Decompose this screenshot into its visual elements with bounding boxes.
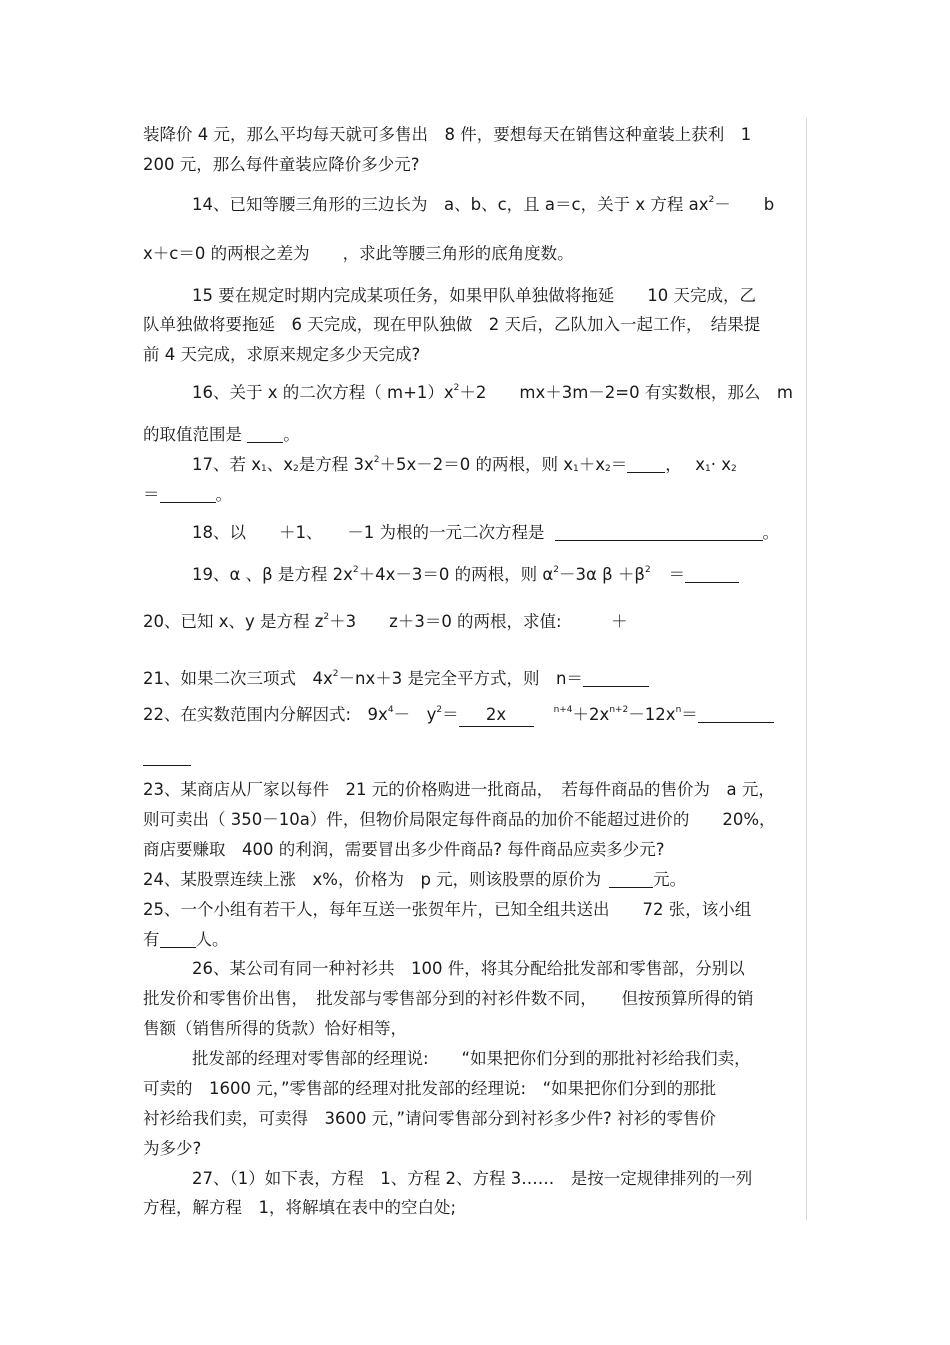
text: ＋3 z＋3＝0 的两根，求值: ＋ (329, 612, 628, 631)
superscript: 2 (332, 669, 339, 679)
problem-17-line (192, 454, 807, 476)
problem-23-line: 23、某商店从厂家以每件 21 元的价格购进一批商品， 若每件商品的售价为 a 元， (143, 780, 775, 799)
text: ＝ (668, 565, 686, 584)
answer-blank-continued (143, 765, 191, 766)
problem-16-line (192, 382, 807, 404)
superscript: 2 (644, 565, 651, 575)
text: －nx＋3 是完全平方式，则 n＝ (338, 669, 583, 688)
problem-24-line (143, 869, 807, 891)
text: － y (393, 705, 437, 724)
subscript: 1 (705, 464, 711, 474)
problem-20-line (143, 611, 807, 633)
text: － b (714, 195, 775, 214)
text: 19、α 、β 是方程 2x (192, 565, 353, 584)
superscript: 2 (373, 455, 380, 465)
text: 有 (143, 930, 160, 949)
text: 14、已知等腰三角形的三边长为 a、b、c，且 a＝c，关于 x 方程 ax (192, 195, 709, 214)
text-line: 前 4 天完成，求原来规定多少天完成? (143, 345, 421, 364)
text: －12x (628, 705, 676, 724)
problem-18-line (192, 522, 807, 544)
answer-blank (555, 523, 763, 541)
superscript: n (675, 705, 682, 715)
text: ＋x (578, 455, 606, 474)
superscript: 2 (553, 565, 559, 575)
text: 元。 (653, 870, 687, 889)
superscript: 2 (708, 195, 715, 205)
text: 22、在实数范围内分解因式: 9x (143, 705, 388, 724)
text-line: 方程，解方程 1，将解填在表中的空白处; (143, 1198, 457, 1217)
text-line: 售额（销售所得的货款）恰好相等， (143, 1019, 407, 1038)
answer-blank (609, 870, 653, 888)
text-line: 商店要赚取 400 的利润，需要冒出多少件商品? 每件商品应卖多少元? (143, 840, 665, 859)
superscript: 2 (436, 705, 443, 715)
subscript: 1 (573, 464, 579, 474)
superscript: 2 (352, 565, 359, 575)
text: 17、若 x (192, 455, 262, 474)
answer-blank (247, 425, 283, 443)
text-line (143, 929, 807, 951)
problem-19-line (192, 564, 807, 586)
answer-blank (583, 669, 649, 687)
text: 人。 (195, 930, 229, 949)
problem-22-line (143, 704, 807, 727)
answer-blank (459, 704, 534, 727)
text: 、x (266, 455, 294, 474)
problem-26-line: 26、某公司有同一种衬衫共 100 件，将其分配给批发部和零售部，分别以 (192, 959, 745, 978)
text: －3α β ＋β (559, 565, 645, 584)
text: 24、某股票连续上涨 x%，价格为 p 元，则该股票的原价为 (143, 870, 602, 889)
problem-21-line (143, 668, 807, 690)
answer-blank (627, 455, 665, 473)
text-line: 批发部的经理对零售部的经理说: “如果把你们分到的那批衬衫给我们卖， (192, 1049, 751, 1068)
superscript: 4 (387, 705, 394, 715)
text-line (143, 484, 807, 506)
text: ＋2x (572, 705, 610, 724)
problem-25-line: 25、一个小组有若干人，每年互送一张贺年片，已知全组共送出 72 张，该小组 (143, 900, 752, 919)
text: ＝ (610, 455, 628, 474)
text: ＋4x－3＝0 的两根，则 α (358, 565, 554, 584)
text: · x (710, 455, 732, 474)
text: ＋2 mx＋3m－2=0 有实数根，那么 m (459, 383, 793, 402)
text-line (143, 424, 807, 446)
answer-blank (160, 930, 196, 948)
text: 的取值范围是 (143, 425, 242, 444)
text-line: 衬衫给我们卖，可卖得 3600 元，”请问零售部分到衬衫多少件? 衬衫的零售价 (143, 1109, 717, 1128)
text: ＋5x－2＝0 的两根，则 x (379, 455, 574, 474)
text: 。 (283, 425, 300, 444)
text: 是方程 3x (298, 455, 374, 474)
problem-15-line: 15 要在规定时期内完成某项任务，如果甲队单独做将拖延 10 天完成，乙 (192, 286, 756, 305)
text: 18、以 ＋1、 －1 为根的一元二次方程是 (192, 523, 545, 542)
answer-blank (160, 485, 216, 503)
superscript: 2 (323, 612, 330, 622)
superscript: n+4 (553, 705, 573, 715)
text-line: 队单独做将要拖延 6 天完成，现在甲队独做 2 天后，乙队加入一起工作， 结果提 (143, 315, 761, 334)
subscript: 1 (261, 464, 267, 474)
text: ＝ (143, 485, 160, 504)
subscript: 2 (605, 464, 611, 474)
text: ＝ (681, 705, 698, 724)
superscript: 2 (453, 383, 460, 393)
superscript: n+2 (609, 705, 629, 715)
text: 。 (762, 523, 779, 542)
text: ＝ (442, 705, 459, 724)
text-line: x＋c＝0 的两根之差为 ，求此等腰三角形的底角度数。 (143, 244, 574, 263)
text: ， x (665, 455, 706, 474)
problem-27-line: 27、（1）如下表，方程 1、方程 2、方程 3…… 是按一定规律排列的一列 (192, 1169, 753, 1188)
text-line: 批发价和零售价出售， 批发部与零售部分到的衬衫件数不同， 但按预算所得的销 (143, 989, 754, 1008)
text-line: 则可卖出（ 350－10a）件，但物价局限定每件商品的加价不能超过进价的 20%， (143, 810, 776, 829)
text: 20、已知 x、y 是方程 z (143, 612, 324, 631)
subscript: 2 (293, 464, 299, 474)
text-line: 可卖的 1600 元，”零售部的经理对批发部的经理说: “如果把你们分到的那批 (143, 1079, 717, 1098)
answer-blank (685, 565, 739, 583)
text: 21、如果二次三项式 4x (143, 669, 333, 688)
problem-14-line (192, 194, 807, 216)
subscript: 2 (731, 464, 737, 474)
text: 16、关于 x 的二次方程（ m+1）x (192, 383, 454, 402)
text: 。 (215, 485, 232, 504)
text: 2x (485, 705, 507, 724)
answer-blank (698, 705, 774, 723)
text-line: 为多少? (143, 1139, 202, 1158)
text-line: 200 元，那么每件童装应降价多少元? (143, 155, 420, 174)
text-line: 装降价 4 元，那么平均每天就可多售出 8 件，要想每天在销售这种童装上获利 1 (143, 125, 752, 144)
